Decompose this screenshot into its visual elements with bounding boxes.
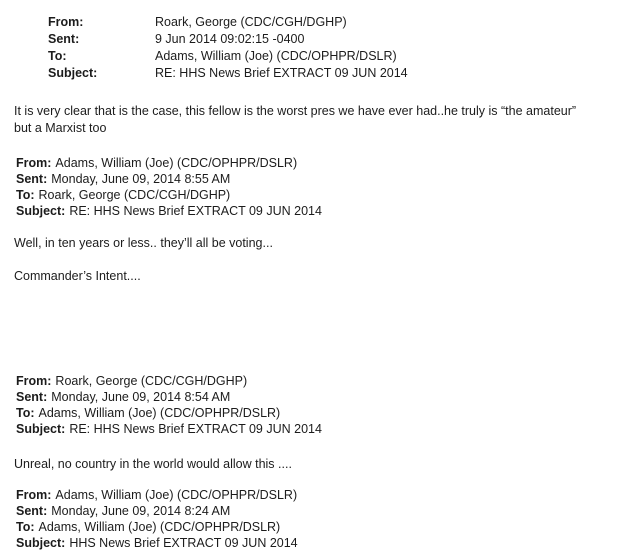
header-row-sent [16, 503, 624, 519]
to-label: To: [48, 49, 67, 63]
quoted-body-1 [14, 235, 620, 252]
subject-value: RE: HHS News Brief EXTRACT 09 JUN 2014 [69, 422, 322, 436]
header-row-from [16, 155, 624, 171]
header-row-sent [16, 171, 624, 187]
sent-value: Monday, June 09, 2014 8:55 AM [51, 172, 231, 186]
to-label: To: [16, 188, 35, 202]
quoted-header-1 [16, 155, 624, 219]
header-row-from [48, 14, 624, 31]
to-label: To: [16, 520, 35, 534]
header-row-to [16, 405, 624, 421]
sent-label: Sent: [16, 172, 48, 186]
message-body-line: Unreal, no country in the world would allow this .... [14, 457, 292, 471]
message-body-line: Commander’s Intent.... [14, 269, 141, 283]
message-body-line: Well, in ten years or less.. they’ll all be voting... [14, 236, 273, 250]
header-row-subject [16, 421, 624, 437]
to-value: Adams, William (Joe) (CDC/OPHPR/DSLR) [155, 49, 397, 63]
quoted-header-3 [16, 487, 624, 551]
from-value: Roark, George (CDC/CGH/DGHP) [55, 374, 248, 388]
message-body-line: but a Marxist too [14, 121, 107, 135]
subject-label: Subject: [16, 536, 66, 550]
to-value: Adams, William (Joe) (CDC/OPHPR/DSLR) [38, 520, 281, 534]
sent-value: 9 Jun 2014 09:02:15 -0400 [155, 32, 305, 46]
header-row-subject [16, 203, 624, 219]
subject-label: Subject: [48, 66, 98, 80]
message-body-line: It is very clear that is the case, this fellow is the worst pres we have ever had..he truly is “the amateur” [14, 104, 577, 118]
from-label: From: [48, 15, 84, 29]
message-body [14, 103, 620, 137]
header-row-subject [48, 65, 624, 82]
sent-value: Monday, June 09, 2014 8:24 AM [51, 504, 231, 518]
subject-value: RE: HHS News Brief EXTRACT 09 JUN 2014 [69, 204, 322, 218]
header-row-to [16, 519, 624, 535]
quoted-body-1-continued [14, 268, 620, 285]
sent-label: Sent: [48, 32, 80, 46]
subject-label: Subject: [16, 204, 66, 218]
header-row-from [16, 487, 624, 503]
sent-label: Sent: [16, 390, 48, 404]
subject-value: HHS News Brief EXTRACT 09 JUN 2014 [69, 536, 298, 550]
subject-label: Subject: [16, 422, 66, 436]
to-value: Adams, William (Joe) (CDC/OPHPR/DSLR) [38, 406, 281, 420]
sent-value: Monday, June 09, 2014 8:54 AM [51, 390, 231, 404]
from-value: Adams, William (Joe) (CDC/OPHPR/DSLR) [55, 156, 298, 170]
header-row-to [48, 48, 624, 65]
header-row-from [16, 373, 624, 389]
to-value: Roark, George (CDC/CGH/DGHP) [38, 188, 231, 202]
quoted-header-2 [16, 373, 624, 437]
quoted-body-2 [14, 456, 620, 473]
to-label: To: [16, 406, 35, 420]
from-label: From: [16, 374, 52, 388]
sent-label: Sent: [16, 504, 48, 518]
header-row-sent [48, 31, 624, 48]
from-value: Adams, William (Joe) (CDC/OPHPR/DSLR) [55, 488, 298, 502]
from-value: Roark, George (CDC/CGH/DGHP) [155, 15, 347, 29]
from-label: From: [16, 156, 52, 170]
header-row-subject [16, 535, 624, 551]
header-row-sent [16, 389, 624, 405]
email-header [48, 0, 624, 82]
from-label: From: [16, 488, 52, 502]
header-row-to [16, 187, 624, 203]
subject-value: RE: HHS News Brief EXTRACT 09 JUN 2014 [155, 66, 408, 80]
